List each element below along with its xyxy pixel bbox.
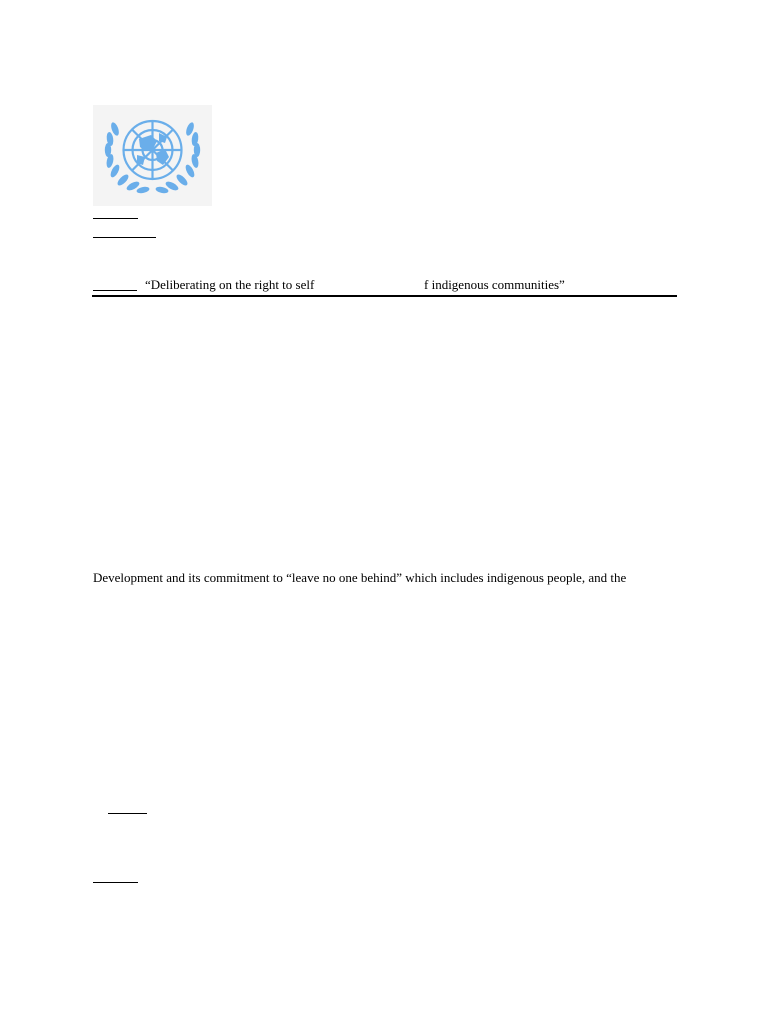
- blank-line-heading: [93, 290, 137, 291]
- blank-line-1: [93, 218, 138, 219]
- un-emblem-icon: [93, 105, 212, 206]
- heading-rule: [92, 295, 677, 297]
- blank-line-3: [108, 813, 147, 814]
- blank-line-4: [93, 882, 138, 883]
- body-text-line: Development and its commitment to “leave no one behind” which includes indigenous people, and the: [93, 570, 627, 585]
- blank-line-2: [93, 237, 156, 238]
- heading-quote-part-2: f indigenous communities”: [424, 277, 565, 292]
- heading-quote-part-1: “Deliberating on the right to self: [145, 277, 315, 292]
